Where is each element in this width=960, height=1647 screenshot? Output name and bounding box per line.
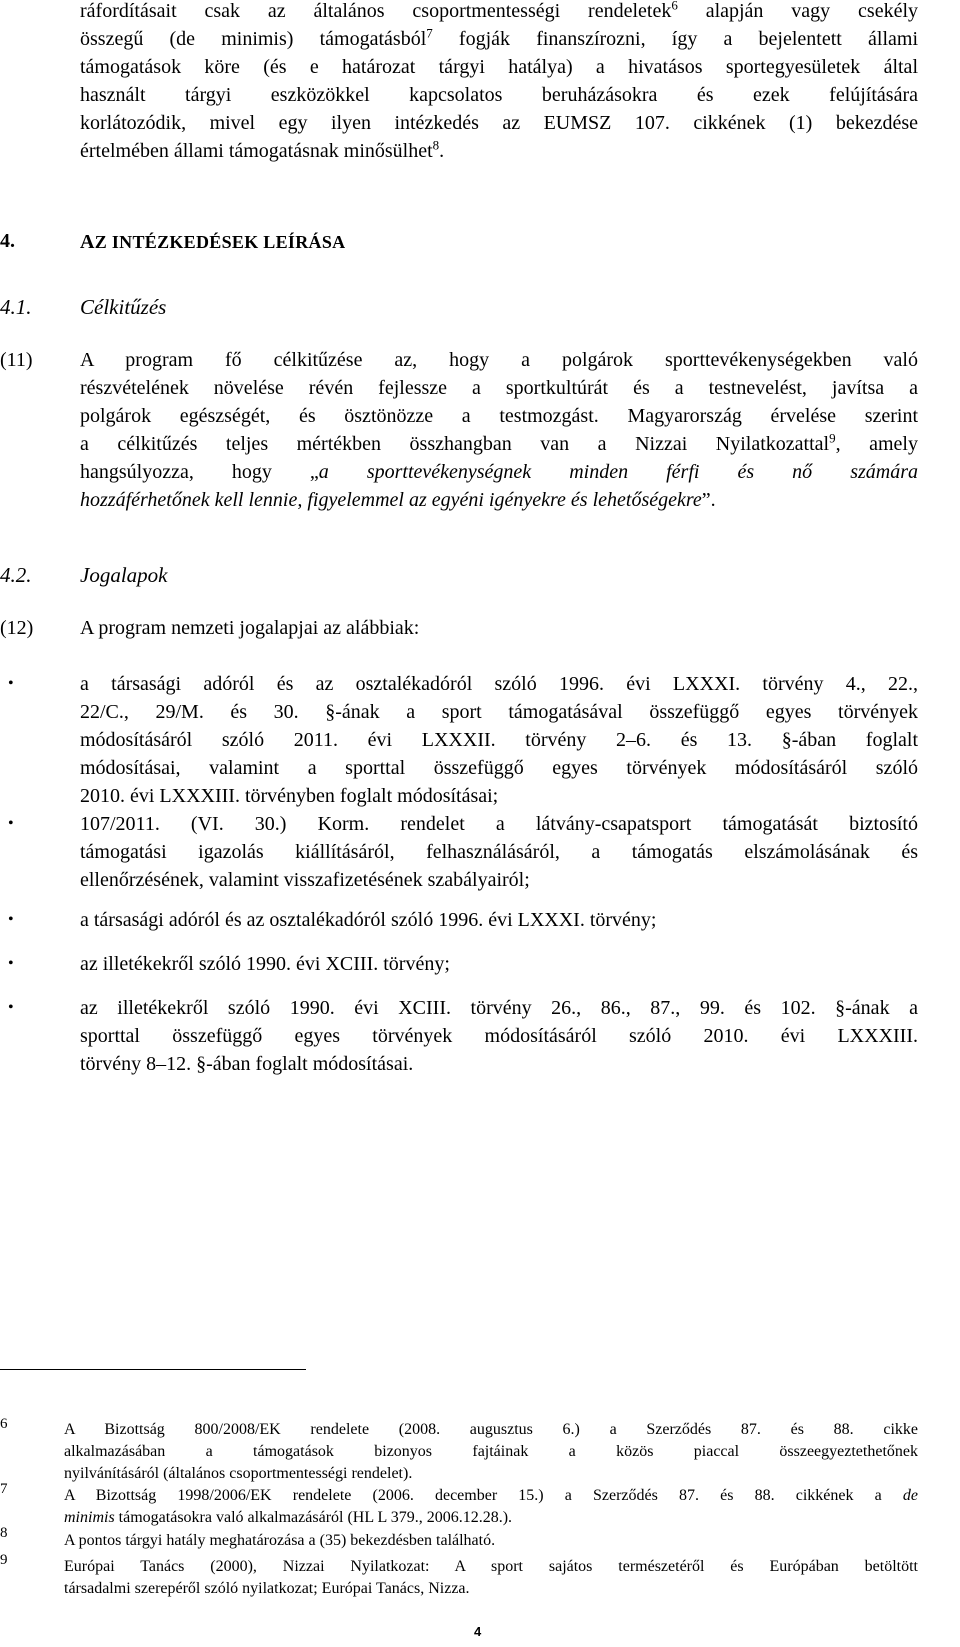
list-item-line: 2010. évi LXXXIII. törvényben foglalt módosításai; <box>80 785 499 807</box>
paragraph-number: (11) <box>0 349 33 371</box>
page-number: 4 <box>474 1624 482 1639</box>
subsection-number: 4.1. <box>0 295 32 319</box>
list-item-line: törvény 8–12. §-ában foglalt módosításai. <box>80 1053 414 1075</box>
footnote-number: 7 <box>0 1481 8 1497</box>
intro-line: értelmében állami támogatásnak minősülhet <box>80 140 433 162</box>
footnote-line: A Bizottság 800/2008/EK rendelete (2008. augusztus 6.) a Szerződés 87. és 88. cikke <box>64 1421 918 1438</box>
footnote-ref-8[interactable]: 8 <box>432 137 440 153</box>
footnote-ref-7[interactable]: 7 <box>426 25 433 41</box>
list-item <box>80 994 918 1078</box>
paragraph-12 <box>80 614 918 642</box>
paragraph-line: polgárok egészségét, és ösztönözze a testmozgást. Magyarország érvelése szerint <box>80 405 918 427</box>
quote-text: a sporttevékenységnek minden férfi és nő számára <box>318 461 918 483</box>
list-item-line: módosításáról szóló 2011. évi LXXXII. törvény 2–6. és 13. §-ában foglalt <box>80 729 918 751</box>
footnote-line: A Bizottság 1998/2006/EK rendelete (2006. december 15.) a Szerződés 87. és 88. cikkének a <box>64 1487 903 1504</box>
list-item-line: sporttal összefüggő egyes törvények módosításáról szóló 2010. évi LXXXIII. <box>80 1025 918 1047</box>
footnote-line: A pontos tárgyi hatály meghatározása a (35) bekezdésben található. <box>64 1532 496 1549</box>
quote-text: hozzáférhetőnek kell lennie, figyelemmel az egyéni igényekre és lehetőségekre <box>80 489 702 511</box>
footnote-italic: de <box>902 1487 918 1504</box>
paragraph-line: hangsúlyozza, hogy „ <box>80 461 319 483</box>
footnote-9 <box>64 1556 918 1600</box>
list-item-line: 22/C., 29/M. és 30. §-ának a sport támogatásával összefüggő egyes törvények <box>80 701 918 723</box>
subsection-title: Jogalapok <box>80 563 168 587</box>
footnote-line: nyilvánításáról (általános csoportmentességi rendelet). <box>64 1465 413 1482</box>
paragraph-number: (12) <box>0 617 34 639</box>
footnote-ref-6[interactable]: 6 <box>671 0 678 13</box>
section-number: 4. <box>0 230 15 252</box>
subsection-number: 4.2. <box>0 563 32 587</box>
footnote-line: támogatásokra való alkalmazásáról (HL L 379., 2006.12.28.). <box>114 1509 513 1526</box>
subsection-title: Célkitűzés <box>80 295 167 319</box>
paragraph-line: A program nemzeti jogalapjai az alábbiak: <box>80 617 420 639</box>
intro-line: . <box>439 140 445 162</box>
list-item-line: 107/2011. (VI. 30.) Korm. rendelet a látvány-csapatsport támogatását biztosító <box>80 813 918 835</box>
list-item-line: módosításai, valamint a sporttal összefüggő egyes törvények módosításáról szóló <box>80 757 918 779</box>
footnote-ref-9[interactable]: 9 <box>829 430 836 446</box>
footnote-7 <box>64 1485 918 1529</box>
paragraph-line: A program fő célkitűzése az, hogy a polgárok sporttevékenységekben való <box>80 349 918 371</box>
intro-line: fogják finanszírozni, így a bejelentett állami <box>432 28 918 50</box>
footnote-separator <box>0 1369 306 1370</box>
footnote-italic: minimis <box>64 1509 115 1526</box>
footnote-number: 8 <box>0 1525 8 1541</box>
section-title-rest: Z INTÉZKEDÉSEK LEÍRÁSA <box>94 232 346 252</box>
footnote-6 <box>64 1419 918 1485</box>
footnote-number: 6 <box>0 1416 8 1432</box>
list-item-line: az illetékekről szóló 1990. évi XCIII. törvény 26., 86., 87., 99. és 102. §-ának a <box>80 997 918 1019</box>
list-item-line: ellenőrzésének, valamint visszafizetésének szabályairól; <box>80 869 530 891</box>
paragraph-line: , amely <box>835 433 918 455</box>
intro-line: támogatások köre (és e határozat tárgyi hatálya) a hivatásos sportegyesületek által <box>80 56 918 78</box>
list-item <box>80 906 918 934</box>
footnote-line: társadalmi szerepéről szóló nyilatkozat; Európai Tanács, Nizza. <box>64 1580 470 1597</box>
list-item <box>80 950 918 978</box>
section-title <box>80 231 345 254</box>
bullet-icon: • <box>8 815 14 832</box>
footnote-line: alkalmazásában a támogatások bizonyos fajtáinak a közös piaccal összeegyeztethetőnek <box>64 1443 918 1460</box>
list-item-line: a társasági adóról és az osztalékadóról szóló 1996. évi LXXXI. törvény; <box>80 909 657 931</box>
list-item-line: az illetékekről szóló 1990. évi XCIII. törvény; <box>80 953 450 975</box>
intro-line: ráfordításait csak az általános csoportmentességi rendeletek <box>80 0 672 22</box>
intro-line: korlátozódik, mivel egy ilyen intézkedés az EUMSZ 107. cikkének (1) bekezdése <box>80 112 918 134</box>
intro-line: használt tárgyi eszközökkel kapcsolatos beruházásokra és ezek felújítására <box>80 84 918 106</box>
list-item-line: a társasági adóról és az osztalékadóról szóló 1996. évi LXXXI. törvény 4., 22., <box>80 673 918 695</box>
footnote-line: Európai Tanács (2000), Nizzai Nyilatkozat: A sport sajátos természetéről és Európában betöltött <box>64 1558 918 1575</box>
bullet-icon: • <box>8 911 14 928</box>
paragraph-11 <box>80 346 918 514</box>
bullet-icon: • <box>8 675 14 692</box>
paragraph-line: ”. <box>701 489 716 511</box>
intro-line: alapján vagy csekély <box>677 0 918 22</box>
bullet-icon: • <box>8 999 14 1016</box>
list-item <box>80 670 918 810</box>
paragraph-line: részvételének növelése révén fejlessze a sportkultúrát és a testnevelést, javítsa a <box>80 377 918 399</box>
section-title-initial: A <box>80 231 95 253</box>
bullet-icon: • <box>8 955 14 972</box>
footnote-8 <box>64 1530 918 1552</box>
intro-line: összegű (de minimis) támogatásból <box>80 28 427 50</box>
footnote-number: 9 <box>0 1552 8 1568</box>
paragraph-line: a célkitűzés teljes mértékben összhangban van a Nizzai Nyilatkozattal <box>80 433 830 455</box>
intro-paragraph <box>80 0 918 165</box>
list-item-line: támogatási igazolás kiállításáról, felhasználásáról, a támogatás elszámolásának és <box>80 841 918 863</box>
list-item <box>80 810 918 894</box>
